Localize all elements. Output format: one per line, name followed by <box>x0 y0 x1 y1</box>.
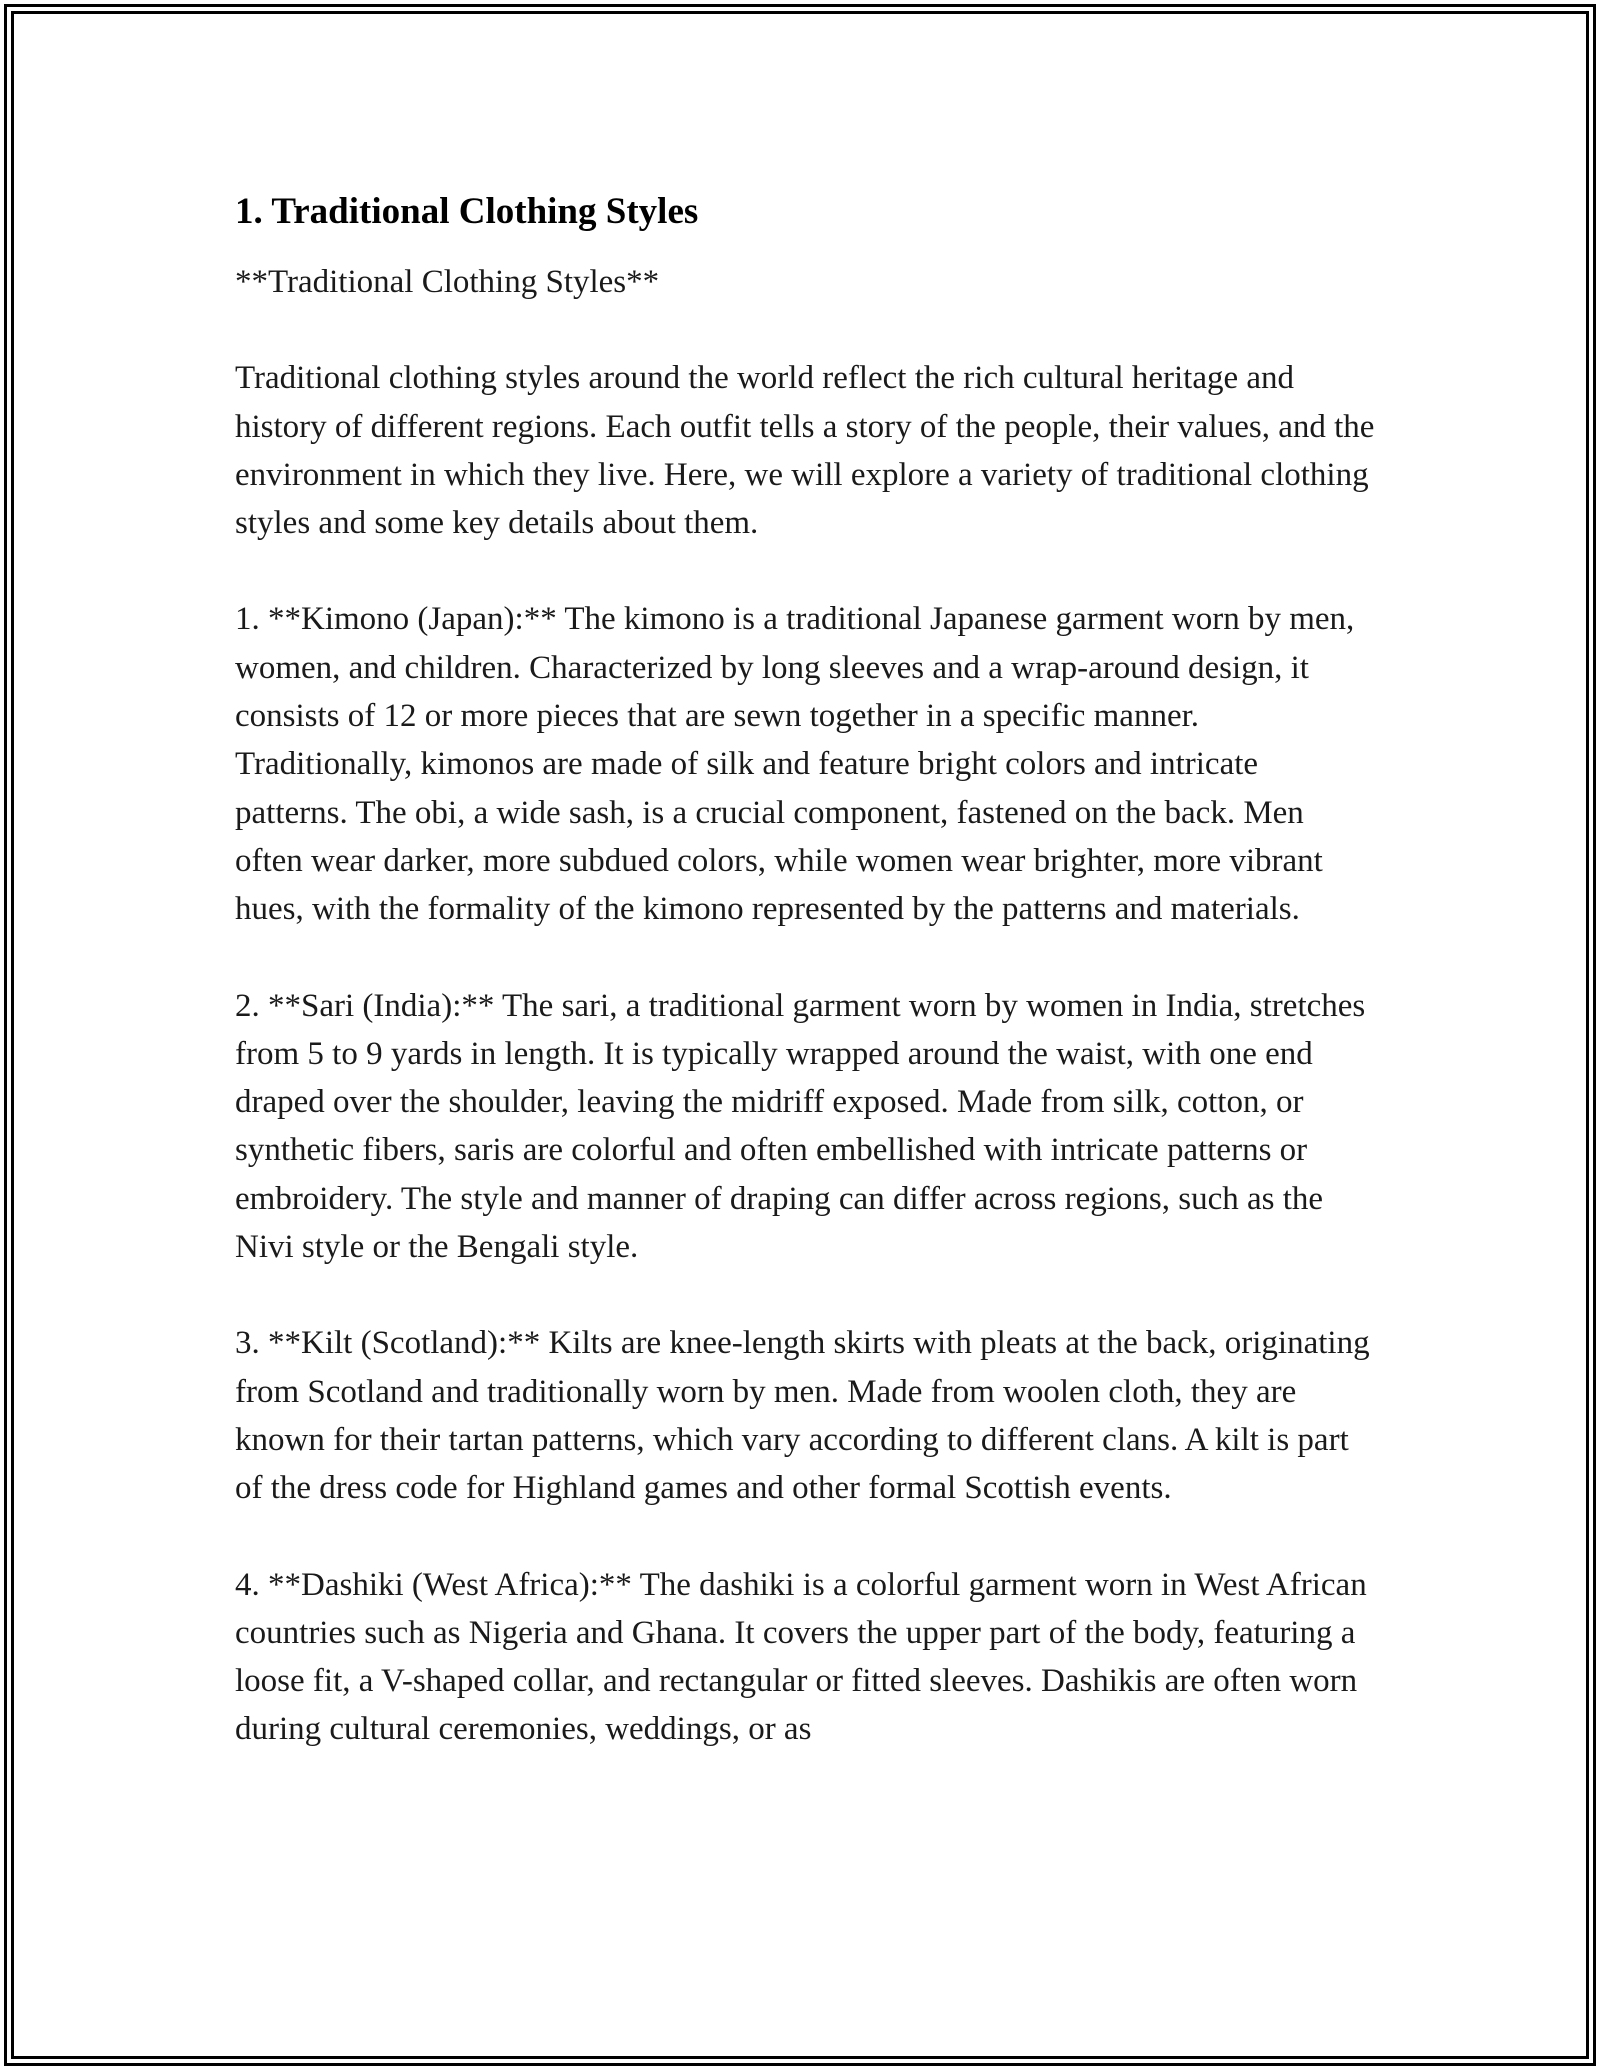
paragraph-gap <box>235 1271 1375 1319</box>
paragraph-gap <box>235 547 1375 595</box>
paragraph-gap <box>235 1513 1375 1561</box>
intro-paragraph: Traditional clothing styles around the world reflect the rich cultural heritage and history of different regions. Each outfit tells a story of the people, their values, and the environment in which they live. Here, we will explore a variety of traditional clothing styles and some key details about them. <box>235 360 1375 542</box>
document-body <box>235 186 1375 1754</box>
dashiki-paragraph: 4. **Dashiki (West Africa):** The dashiki is a colorful garment worn in West African countries such as Nigeria and Ghana. It covers the upper part of the body, featuring a loose fit, a V-shaped collar, and rectangular or fitted sleeves. Dashikis are often worn during cultural ceremonies, weddings, or as <box>235 1566 1367 1748</box>
section-heading: 1. Traditional Clothing Styles <box>235 191 699 232</box>
kilt-paragraph: 3. **Kilt (Scotland):** Kilts are knee-length skirts with pleats at the back, originating from Scotland and traditionally worn by men. Made from woolen cloth, they are known for their tartan patterns, which vary according to different clans. A kilt is part of the dress code for Highland games and other formal Scottish events. <box>235 1325 1370 1507</box>
subtitle-paragraph: **Traditional Clothing Styles** <box>235 264 660 300</box>
kimono-paragraph: 1. **Kimono (Japan):** The kimono is a traditional Japanese garment worn by men, women, and children. Characterized by long sleeves and a wrap-around design, it consists of 12 or more pieces that are sewn together in a specific manner. Traditionally, kimonos are made of silk and feature bright colors and intricate patterns. The obi, a wide sash, is a crucial component, fastened on the back. Men often wear darker, more subdued colors, while women wear brighter, more vibrant hues, with the formality of the kimono represented by the patterns and materials. <box>235 601 1355 928</box>
sari-paragraph: 2. **Sari (India):** The sari, a traditional garment worn by women in India, stretches from 5 to 9 yards in length. It is typically wrapped around the waist, with one end draped over the shoulder, leaving the midriff exposed. Made from silk, cotton, or synthetic fibers, saris are colorful and often embellished with intricate patterns or embroidery. The style and manner of draping can differ across regions, such as the Nivi style or the Bengali style. <box>235 987 1366 1266</box>
paragraph-gap <box>235 934 1375 982</box>
paragraph-gap <box>235 306 1375 354</box>
